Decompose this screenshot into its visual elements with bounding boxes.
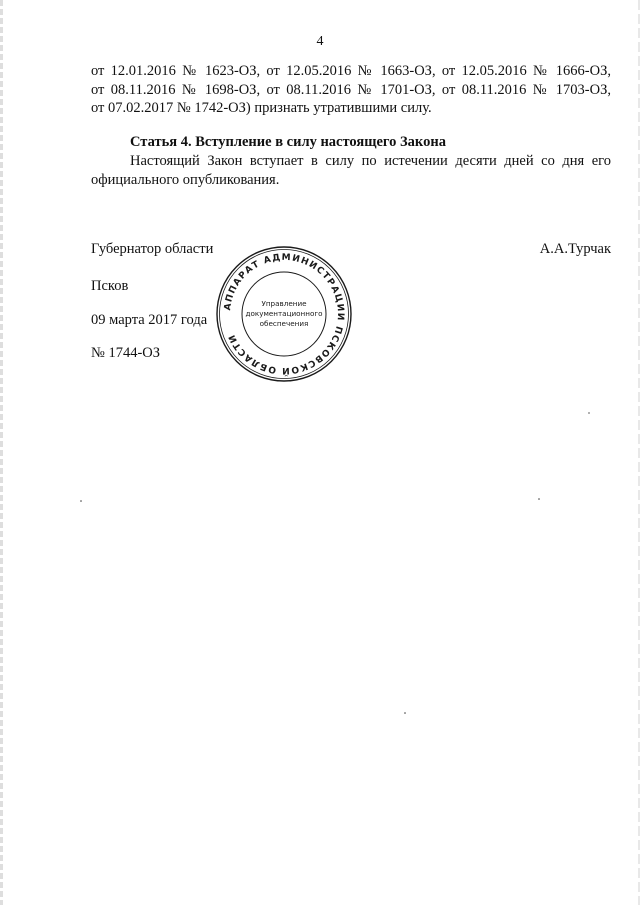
signatory-position: Губернатор области — [91, 241, 214, 257]
article-body — [91, 152, 611, 189]
stamp-center-line: обеспечения — [259, 319, 309, 328]
official-stamp — [214, 244, 354, 384]
article-line: Настоящий Закон вступает в силу по истечении десяти дней со дня его — [130, 153, 611, 169]
article-heading: Статья 4. Вступление в силу настоящего Закона — [130, 134, 446, 150]
scan-speck — [404, 712, 406, 714]
stamp-center-line: документационного — [245, 309, 323, 318]
article-line: официального опубликования. — [91, 171, 280, 188]
scan-speck — [538, 498, 540, 500]
stamp-ring-text: АППАРАТ АДМИНИСТРАЦИИ ПСКОВСКОЙ ОБЛАСТИ — [223, 252, 346, 376]
paragraph-line: от 12.01.2016 № 1623-ОЗ, от 12.05.2016 № 1663-ОЗ, от 12.05.2016 № 1666-ОЗ, — [91, 63, 611, 79]
signing-city: Псков — [91, 278, 129, 294]
scan-speck — [588, 412, 590, 414]
signing-date: 09 марта 2017 года — [91, 312, 208, 328]
paragraph-line: от 07.02.2017 № 1742-ОЗ) признать утратившими силу. — [91, 100, 432, 116]
scan-speck — [80, 500, 82, 502]
previous-paragraph — [91, 62, 611, 118]
page-number: 4 — [316, 34, 324, 49]
scan-edge-left — [0, 0, 3, 905]
paragraph-line: от 08.11.2016 № 1698-ОЗ, от 08.11.2016 № 1701-ОЗ, от 08.11.2016 № 1703-ОЗ, — [91, 81, 611, 98]
stamp-center-line: Управление — [261, 299, 307, 308]
law-number: № 1744-ОЗ — [91, 345, 161, 361]
signatory-name: А.А.Турчак — [539, 241, 611, 257]
